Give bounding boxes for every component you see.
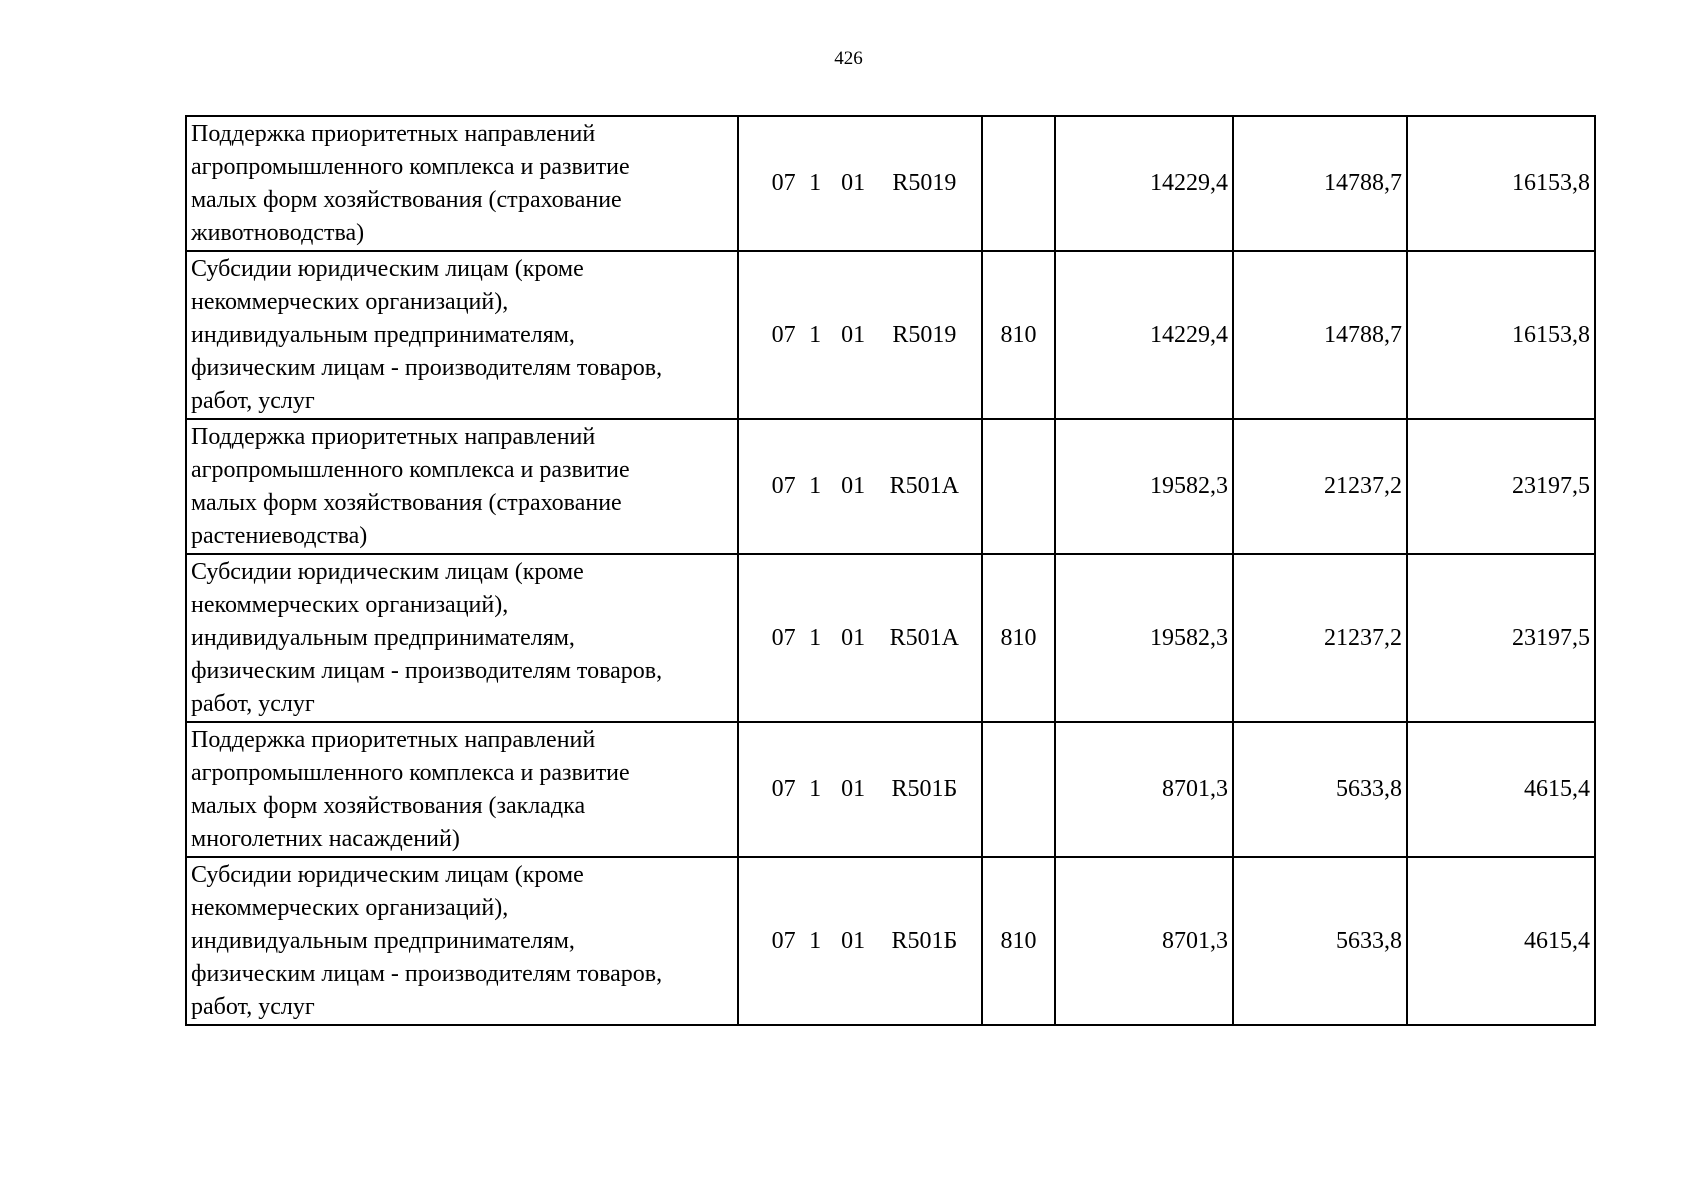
row-expense-type [982,116,1055,251]
code-direction: R501Б [891,776,958,802]
row-expense-type [982,419,1055,554]
row-value-2: 21237,2 [1233,554,1407,722]
row-value-3: 4615,4 [1407,722,1595,857]
row-value-2: 5633,8 [1233,722,1407,857]
row-value-1: 14229,4 [1055,251,1233,419]
code-direction: R501A [889,624,960,651]
code-section: 07 [771,321,796,348]
row-code [738,419,982,554]
row-value-3: 16153,8 [1407,251,1595,419]
row-value-1: 19582,3 [1055,554,1233,722]
description-line: работ, услуг [191,387,315,414]
description-line: малых форм хозяйствования (страхование [191,489,622,516]
table-row [186,116,1595,251]
code-section: 07 [771,473,796,499]
row-description [186,857,738,1025]
row-value-3: 23197,5 [1407,554,1595,722]
description-line: индивидуальным предпринимателям, [191,624,575,651]
code-direction: R501A [889,473,960,499]
code-direction: R5019 [892,321,957,348]
code-direction: R5019 [892,170,957,196]
row-value-1: 19582,3 [1055,419,1233,554]
table-body [186,116,1595,1025]
code-program: 1 [809,927,822,954]
row-expense-type: 810 [982,554,1055,722]
table-row [186,554,1595,722]
row-expense-type [982,722,1055,857]
row-description [186,116,738,251]
row-value-3: 4615,4 [1407,857,1595,1025]
code-direction: R501Б [891,927,958,954]
row-code [738,116,982,251]
description-line: физическим лицам - производителям товаров, [191,960,663,987]
description-line: Поддержка приоритетных направлений [191,726,596,753]
description-line: Субсидии юридическим лицам (кроме [191,861,584,888]
code-section: 07 [771,170,796,196]
row-value-2: 14788,7 [1233,251,1407,419]
table-row [186,722,1595,857]
description-line: некоммерческих организаций), [191,288,509,315]
description-line: Субсидии юридическим лицам (кроме [191,558,584,585]
description-line: работ, услуг [191,690,315,717]
code-program: 1 [809,776,822,802]
table-row [186,251,1595,419]
description-line: агропромышленного комплекса и развитие [191,153,630,180]
row-code [738,554,982,722]
code-program: 1 [809,321,822,348]
row-value-3: 23197,5 [1407,419,1595,554]
code-subprogram: 01 [841,473,866,499]
code-program: 1 [809,473,822,499]
row-value-1: 8701,3 [1055,857,1233,1025]
description-line: некоммерческих организаций), [191,894,509,921]
row-value-2: 21237,2 [1233,419,1407,554]
code-program: 1 [809,170,822,196]
code-subprogram: 01 [841,927,866,954]
description-line: индивидуальным предпринимателям, [191,927,575,954]
row-expense-type: 810 [982,251,1055,419]
description-line: физическим лицам - производителям товаров, [191,354,663,381]
row-description [186,251,738,419]
description-line: малых форм хозяйствования (закладка [191,792,586,819]
code-program: 1 [809,624,822,651]
row-value-2: 5633,8 [1233,857,1407,1025]
code-subprogram: 01 [841,776,866,802]
description-line: Субсидии юридическим лицам (кроме [191,255,584,282]
row-description [186,419,738,554]
row-code [738,857,982,1025]
table-row [186,857,1595,1025]
code-subprogram: 01 [841,624,866,651]
description-line: агропромышленного комплекса и развитие [191,759,630,786]
row-code [738,722,982,857]
row-value-1: 8701,3 [1055,722,1233,857]
description-line: растениеводства) [191,522,368,549]
row-expense-type: 810 [982,857,1055,1025]
table-row [186,419,1595,554]
description-line: агропромышленного комплекса и развитие [191,456,630,483]
code-section: 07 [771,624,796,651]
description-line: работ, услуг [191,993,315,1020]
code-section: 07 [771,927,796,954]
description-line: многолетних насаждений) [191,825,460,852]
budget-table [185,115,1596,1026]
description-line: малых форм хозяйствования (страхование [191,186,622,213]
row-description [186,554,738,722]
description-line: некоммерческих организаций), [191,591,509,618]
description-line: Поддержка приоритетных направлений [191,120,596,147]
code-section: 07 [771,776,796,802]
description-line: Поддержка приоритетных направлений [191,423,596,450]
row-description [186,722,738,857]
description-line: индивидуальным предпринимателям, [191,321,575,348]
row-value-3: 16153,8 [1407,116,1595,251]
page-number: 426 [834,48,863,69]
row-code [738,251,982,419]
description-line: физическим лицам - производителям товаров, [191,657,663,684]
code-subprogram: 01 [841,321,866,348]
code-subprogram: 01 [841,170,866,196]
row-value-1: 14229,4 [1055,116,1233,251]
row-value-2: 14788,7 [1233,116,1407,251]
description-line: животноводства) [191,219,365,246]
